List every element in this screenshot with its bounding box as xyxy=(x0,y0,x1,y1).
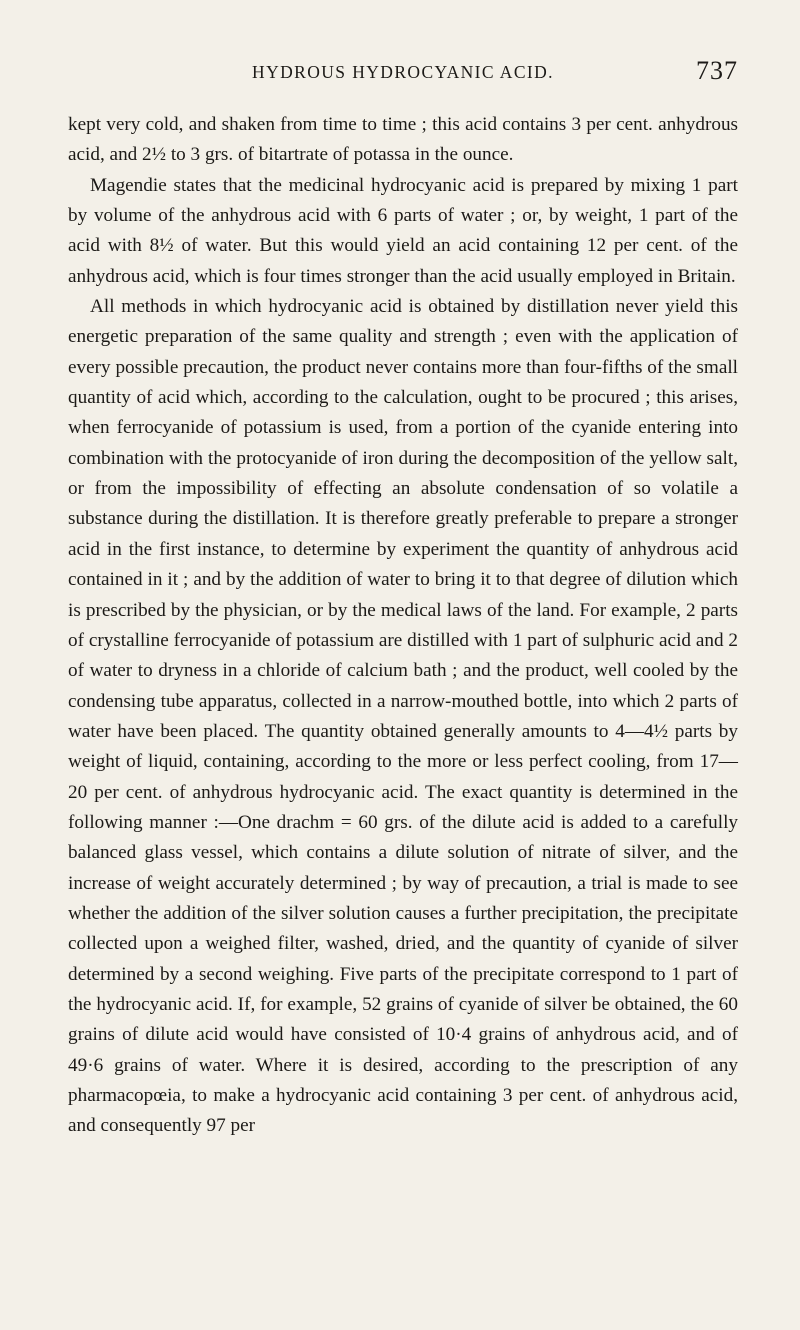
page-header xyxy=(68,58,738,92)
body-text xyxy=(68,110,738,1142)
paragraph-distillation: All methods in which hydrocyanic acid is obtained by distillation never yield this energetic preparation of the same quality and strength ; even with the application of every possible precaution, the product never contains more than four-fifths of the small quantity of acid which, according to the calculation, ought to be procured ; this arises, when ferrocyanide of potassium is used, from a portion of the cyanide entering into combination with the protocyanide of iron during the decomposition of the yellow salt, or from the impossibility of effecting an absolute condensation of so volatile a substance during the distillation. It is therefore greatly preferable to prepare a stronger acid in the first instance, to determine by experiment the quantity of anhydrous acid contained in it ; and by the addition of water to bring it to that degree of dilution which is prescribed by the physician, or by the medical laws of the land. For example, 2 parts of crystalline ferrocyanide of potassium are distilled with 1 part of sulphuric acid and 2 of water to dryness in a chloride of calcium bath ; and the product, well cooled by the condensing tube apparatus, collected in a narrow-mouthed bottle, into which 2 parts of water have been placed. The quantity obtained generally amounts to 4—4½ parts by weight of liquid, containing, according to the more or less perfect cooling, from 17—20 per cent. of anhydrous hydrocyanic acid. The exact quantity is determined in the following manner :—One drachm = 60 grs. of the dilute acid is added to a carefully balanced glass vessel, which contains a dilute solution of nitrate of silver, and the increase of weight accurately determined ; by way of precaution, a trial is made to see whether the addition of the silver solution causes a further precipitation, the precipitate collected upon a weighed filter, washed, dried, and the quantity of cyanide of silver determined by a second weighing. Five parts of the precipitate correspond to 1 part of the hydrocyanic acid. If, for example, 52 grains of cyanide of silver be obtained, the 60 grains of dilute acid would have consisted of 10·4 grains of anhydrous acid, and of 49·6 grains of water. Where it is desired, according to the prescription of any pharmacopœia, to make a hydrocyanic acid containing 3 per cent. of anhydrous acid, and consequently 97 per xyxy=(68,296,738,1137)
paragraph-magendie: Magendie states that the medicinal hydrocyanic acid is prepared by mixing 1 part by volume of the anhydrous acid with 6 parts of water ; or, by weight, 1 part of the acid with 8½ of water. But this would yield an acid containing 12 per cent. of the anhydrous acid, which is four times stronger than the acid usually employed in Britain. xyxy=(68,174,738,287)
page-number: 737 xyxy=(696,56,738,85)
running-title: HYDROUS HYDROCYANIC ACID. xyxy=(252,62,554,82)
paragraph-continued: kept very cold, and shaken from time to time ; this acid contains 3 per cent. anhydrous acid, and 2½ to 3 grs. of bitartrate of potassa in the ounce. xyxy=(68,114,738,166)
